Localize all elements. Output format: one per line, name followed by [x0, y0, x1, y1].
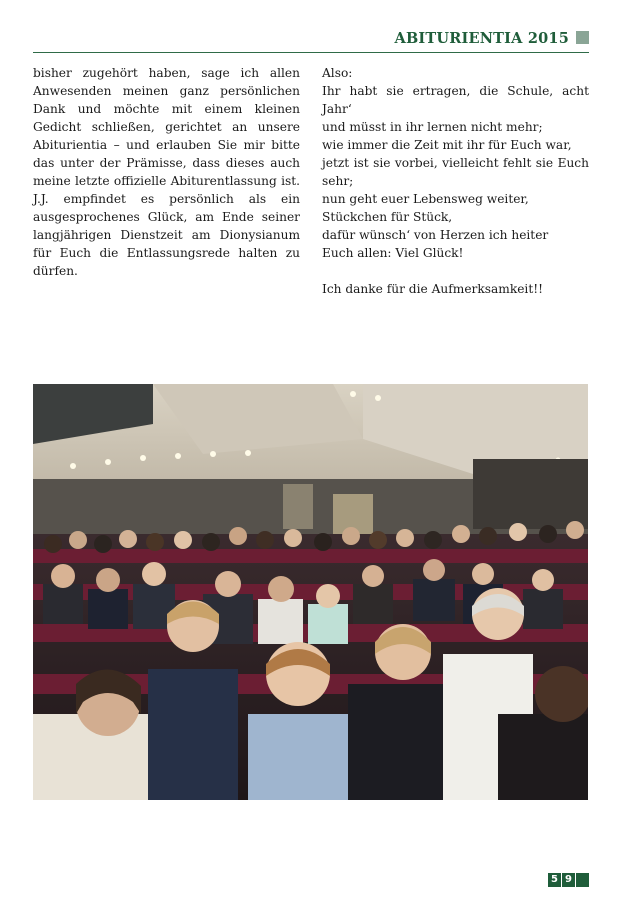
- page-number-tail: [576, 873, 589, 887]
- left-text-column: [33, 64, 300, 280]
- right-text-column: [322, 64, 589, 298]
- page-number-digit-1: 5: [548, 873, 561, 887]
- page-number-digit-2: 9: [562, 873, 575, 887]
- closing-line: Ich danke für die Aufmerksamkeit!!: [322, 282, 544, 296]
- poem-line-8: Euch allen: Viel Glück!: [322, 246, 464, 260]
- audience-photo: [33, 384, 588, 800]
- header-accent-square: [576, 31, 589, 44]
- poem-line-1: Ihr habt sie ertragen, die Schule, acht Jahr‘: [322, 84, 589, 116]
- poem-line-5: nun geht euer Lebensweg weiter,: [322, 192, 529, 206]
- page-number: [548, 873, 589, 887]
- poem-line-3: wie immer die Zeit mit ihr für Euch war,: [322, 138, 572, 152]
- poem-line-2: und müsst in ihr lernen nicht mehr;: [322, 120, 543, 134]
- page-header-title: ABITURIENTIA 2015: [394, 30, 569, 47]
- header-rule: [33, 52, 589, 53]
- left-paragraph: bisher zugehört haben, sage ich allen Anwesenden meinen ganz persönlichen Dank und möchte mit einem kleinen Gedicht schließen, gerichtet an unsere Abiturientia – und erlauben Sie mir bitte das unter der Prämisse, dass dieses auch meine letzte offizielle Abiturentlassung ist. J.J. empfindet es persönlich als ein ausgesprochenes Glück, am Ende seiner langjährigen Dienstzeit am Dionysianum für Euch die Entlassungsrede halten zu dürfen.: [33, 66, 300, 278]
- poem-intro: Also:: [322, 66, 353, 80]
- poem-line-4: jetzt ist sie vorbei, vielleicht fehlt sie Euch sehr;: [322, 156, 589, 188]
- poem-line-7: dafür wünsch‘ von Herzen ich heiter: [322, 228, 549, 242]
- poem-spacer: [322, 262, 589, 280]
- poem-line-6: Stückchen für Stück,: [322, 210, 453, 224]
